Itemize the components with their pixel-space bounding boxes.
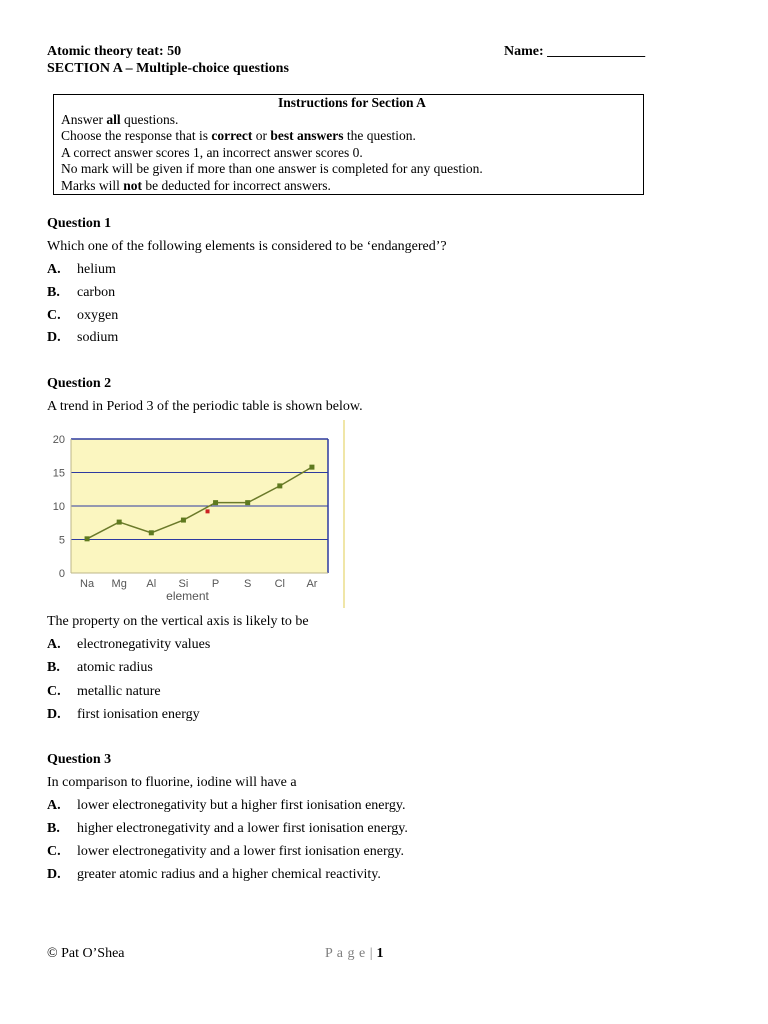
q1-option-d[interactable]: [47, 330, 118, 346]
option-letter: A.: [47, 262, 61, 277]
x-tick-label: Ar: [306, 578, 318, 590]
option-letter: C.: [47, 308, 61, 323]
y-tick-label: 15: [52, 467, 65, 480]
instr-text: or: [252, 128, 271, 143]
option-text: lower electronegativity and a lower first ionisation energy.: [77, 844, 404, 859]
instr-bold: correct: [211, 128, 253, 143]
option-text: higher electronegativity and a lower first ionisation energy.: [77, 821, 408, 836]
test-title: Atomic theory teat: 50: [47, 44, 182, 59]
page-number: 1: [376, 946, 384, 961]
option-letter: B.: [47, 285, 60, 300]
x-tick-label: Na: [80, 578, 95, 590]
option-letter: D.: [47, 707, 61, 722]
q3-option-d[interactable]: [47, 867, 381, 883]
name-blank: ______________: [547, 44, 646, 59]
question-1-text: Which one of the following elements is considered to be ‘endangered’?: [47, 239, 447, 254]
instruction-line-1: [61, 112, 643, 129]
instruction-line-3: A correct answer scores 1, an incorrect answer scores 0.: [61, 144, 363, 160]
q2-option-c[interactable]: [47, 684, 161, 700]
option-text: metallic nature: [77, 684, 161, 699]
q3-option-b[interactable]: [47, 821, 408, 837]
instructions-title: Instructions for Section A: [278, 95, 426, 110]
q1-option-a[interactable]: [47, 262, 116, 278]
instructions-box: [53, 94, 644, 195]
option-letter: B.: [47, 821, 60, 836]
instruction-line-2: [61, 128, 643, 145]
chart-svg: [43, 420, 346, 608]
instr-bold: not: [123, 177, 143, 193]
option-text: first ionisation energy: [77, 707, 200, 722]
option-letter: A.: [47, 798, 61, 813]
data-point: [117, 520, 122, 525]
instruction-line-5: [61, 178, 643, 195]
instr-text: Answer: [61, 111, 107, 127]
option-text: helium: [77, 262, 116, 277]
x-tick-label: P: [211, 578, 220, 590]
instr-text: Choose the response that is: [61, 128, 212, 143]
data-point: [277, 483, 282, 488]
instr-bold: all: [106, 111, 121, 127]
instr-bold: best answers: [270, 128, 344, 143]
q1-option-c[interactable]: [47, 308, 118, 324]
x-tick-label: Cl: [274, 578, 286, 590]
instr-text: be deducted for incorrect answers.: [142, 177, 331, 193]
question-2-text: A trend in Period 3 of the periodic table is shown below.: [47, 399, 363, 414]
question-1-heading: Question 1: [47, 216, 112, 231]
instr-text: the question.: [343, 128, 416, 143]
option-text: sodium: [77, 330, 119, 345]
option-letter: D.: [47, 330, 61, 345]
y-tick-label: 5: [58, 534, 65, 547]
y-tick-label: 10: [52, 501, 65, 513]
data-point: [181, 518, 186, 523]
option-letter: C.: [47, 684, 61, 699]
data-point: [213, 500, 218, 505]
section-title: SECTION A – Multiple-choice questions: [47, 61, 289, 76]
instr-text: Marks will: [61, 177, 124, 193]
name-label: Name:: [504, 44, 544, 59]
instr-text: questions.: [120, 111, 179, 127]
q1-option-b[interactable]: [47, 285, 115, 301]
question-2-heading: Question 2: [47, 376, 112, 391]
question-3-text: In comparison to fluorine, iodine will have a: [47, 775, 297, 790]
x-axis-label: element: [166, 589, 209, 603]
data-point: [85, 536, 90, 541]
option-letter: A.: [47, 637, 61, 652]
period-3-trend-chart: [43, 420, 346, 608]
data-point: [309, 465, 314, 470]
y-tick-label: 0: [58, 568, 65, 580]
question-3-heading: Question 3: [47, 752, 112, 767]
option-text: atomic radius: [77, 660, 153, 675]
q3-option-a[interactable]: [47, 798, 406, 814]
x-tick-label: Si: [178, 578, 189, 590]
data-point: [149, 530, 154, 535]
option-text: carbon: [77, 285, 116, 300]
x-tick-label: Al: [146, 578, 157, 590]
data-point: [245, 500, 250, 505]
option-text: greater atomic radius and a higher chemical reactivity.: [77, 867, 381, 882]
q2-option-d[interactable]: [47, 707, 200, 723]
footer-copyright: © Pat O’Shea: [47, 946, 125, 961]
q2-option-a[interactable]: [47, 637, 210, 653]
footer-page: [325, 946, 384, 962]
option-text: electronegativity values: [77, 637, 211, 652]
y-tick-label: 20: [52, 434, 65, 446]
q2-option-b[interactable]: [47, 660, 153, 676]
q3-option-c[interactable]: [47, 844, 404, 860]
page-label: P a g e |: [325, 946, 373, 961]
name-field: [504, 44, 645, 60]
x-tick-label: Mg: [111, 578, 127, 590]
option-text: oxygen: [77, 308, 119, 323]
data-point-highlight: [206, 509, 210, 513]
option-text: lower electronegativity but a higher first ionisation energy.: [77, 798, 406, 813]
option-letter: D.: [47, 867, 61, 882]
option-letter: C.: [47, 844, 61, 859]
question-2-text-2: The property on the vertical axis is likely to be: [47, 614, 309, 629]
x-tick-label: S: [244, 578, 252, 590]
instruction-line-4: No mark will be given if more than one answer is completed for any question.: [61, 161, 483, 176]
option-letter: B.: [47, 660, 60, 675]
